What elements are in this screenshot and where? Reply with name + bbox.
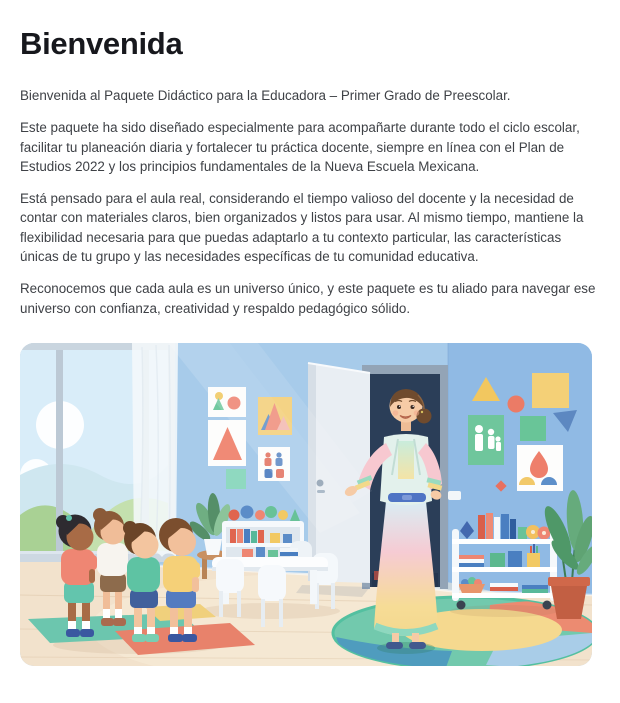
intro-text [20, 86, 598, 318]
classroom-illustration [20, 343, 592, 666]
light-switch [448, 491, 461, 500]
page-title: Bienvenida [20, 26, 183, 61]
paragraph-4: Reconocemos que cada aula es un universo único, y este paquete es tu aliado para navegar ese universo con confianza, creatividad y respaldo pedagógico sólido. [20, 281, 596, 316]
paragraph-1: Bienvenida al Paquete Didáctico para la Educadora – Primer Grado de Preescolar. [20, 88, 511, 103]
paragraph-3: Está pensado para el aula real, considerando el tiempo valioso del docente y la necesidad de contar con materiales claros, bien organizados y listos para usar. Al mismo tiempo, mantiene la flexibilidad necesaria para que puedas adaptarlo a tu contexto particular, las características únicas de tu grupo y las necesidades específicas de tu comunidad educativa. [20, 191, 584, 265]
paragraph-2: Este paquete ha sido diseñado especialmente para acompañarte durante todo el ciclo escolar, facilitar tu planeación diaria y fortalecer tu práctica docente, siempre en línea con el Plan de Estudios 2022 y los principios fundamentales de la Nueva Escuela Mexicana. [20, 120, 580, 174]
